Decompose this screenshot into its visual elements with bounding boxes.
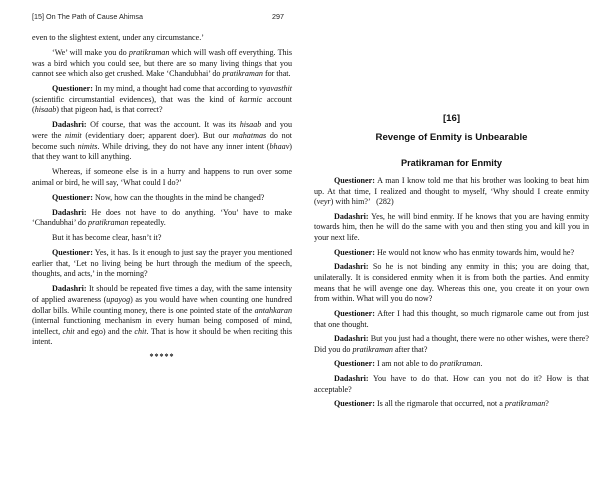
paragraph (32, 284, 292, 348)
paragraph (32, 84, 292, 116)
chapter-title: Revenge of Enmity is Unbearable (375, 132, 528, 143)
speaker-label: Dadashri: (334, 374, 369, 384)
paragraph (314, 262, 589, 304)
speaker-label: Questioner: (334, 308, 375, 318)
section-end-mark: ***** (149, 352, 175, 362)
speech-text: Yes, it has. Is it enough to just say the prayer you mentioned earlier that, ‘Let no living being be hurt through the medium of the speech, thoughts, and acts,’ in the morning? (32, 248, 292, 279)
running-header-title: [15] On The Path of Cause Ahimsa (32, 12, 143, 21)
left-page-body (32, 33, 292, 348)
speaker-label: Dadashri: (52, 207, 87, 217)
speaker-label: Questioner: (334, 399, 375, 409)
speech-text: I am not able to do pratikraman. (374, 359, 483, 369)
speech-text: But you just had a thought, there were no other wishes, were there? Did you do pratikraman after that? (314, 334, 589, 354)
speaker-label: Dadashri: (334, 334, 369, 344)
chapter-number: [16] (442, 113, 461, 124)
paragraph (314, 212, 589, 244)
paragraph: But it has become clear, hasn’t it? (52, 233, 162, 243)
speaker-label: Dadashri: (52, 120, 87, 130)
speech-text: Yes, he will bind enmity. If he knows that you are having enmity towards him, then he will do the same with you and then sting you and kill you in your next life. (314, 211, 589, 243)
paragraph (32, 193, 292, 204)
speaker-label: Questioner: (52, 84, 93, 94)
speaker-label: Questioner: (334, 247, 375, 257)
speech-text: After I had this thought, so much rigmarole came out from just that one thought. (314, 308, 589, 329)
speech-text: He does not have to do anything. ‘You’ have to make ‘Chandubhai’ do pratikraman repeatedly. (32, 207, 292, 228)
paragraph (314, 309, 589, 330)
speech-text: In my mind, a thought had come that according to vyavasthit (scientific circumstantial evidences), that was the kind of karmic account (hisaab) that pigeon had, is that correct? (32, 84, 292, 115)
page-number: 297 (272, 12, 284, 21)
speaker-label: Questioner: (52, 248, 93, 258)
paragraph (314, 334, 589, 355)
speech-text: So he is not binding any enmity in this; you are doing that, unilaterally. It is considered enmity when it is from both the parties. And enmity means that he will avenge one day. Whereas this one, you create it on your own from within. What will you do now? (314, 262, 589, 304)
paragraph: even to the slightest extent, under any circumstance.’ (32, 33, 204, 42)
paragraph (314, 359, 589, 370)
speaker-label: Dadashri: (334, 262, 369, 272)
speech-text: Of course, that was the account. It was its hisaab and you were the nimit (evidentiary doer; apparent doer). But our mahatmas do not become such nimits. While driving, they do not have any inner intent (bhaav) that they want to kill anything. (32, 120, 293, 162)
paragraph (314, 374, 589, 395)
speech-text: He would not know who has enmity towards him, would he? (374, 247, 575, 257)
speaker-label: Dadashri: (52, 284, 87, 294)
section-title: Pratikraman for Enmity (400, 158, 503, 168)
speaker-label: Questioner: (334, 359, 375, 369)
paragraph (314, 399, 589, 410)
paragraph (32, 248, 292, 280)
speech-text: Is all the rigmarole that occurred, not a pratikraman? (374, 399, 549, 409)
right-page-body (314, 176, 589, 410)
paragraph: ‘We’ will make you do pratikraman which will wash off everything. This was a bird which you could see, but there are so many living things that you cannot see which also get crushed. Make ‘Chandubhai’ do pratikraman for that. (32, 47, 292, 79)
running-header (32, 12, 292, 21)
speaker-label: Dadashri: (334, 211, 369, 221)
paragraph: Whereas, if someone else is in a hurry and happens to run over some animal or bird, he will say, ‘What could I do?’ (32, 167, 292, 187)
speaker-label: Questioner: (334, 176, 375, 185)
paragraph (32, 120, 292, 162)
paragraph (32, 208, 292, 229)
right-page (305, 0, 599, 484)
speech-text: A man I know told me that his brother was looking to beat him up. At that time, I realized and thought to myself, ‘Why should I create enmity (veyr) with him?’ (282) (314, 176, 589, 207)
speech-text: Now, how can the thoughts in the mind be changed? (92, 192, 265, 202)
speech-text: It should be repeated five times a day, with the same intensity of applied awareness (upayog) as you would have when counting one hundred dollar bills. While counting money, there is one pointed state of the antahkaran (internal functioning mechanism in every human being composed of mind, intellect, chit and ego) and the chit. That is how it should be when reciting this intent. (32, 284, 293, 347)
paragraph (314, 248, 589, 259)
speaker-label: Questioner: (52, 192, 93, 202)
paragraph (314, 176, 589, 208)
speech-text: You have to do that. How can you not do it? How is that acceptable? (314, 374, 589, 394)
